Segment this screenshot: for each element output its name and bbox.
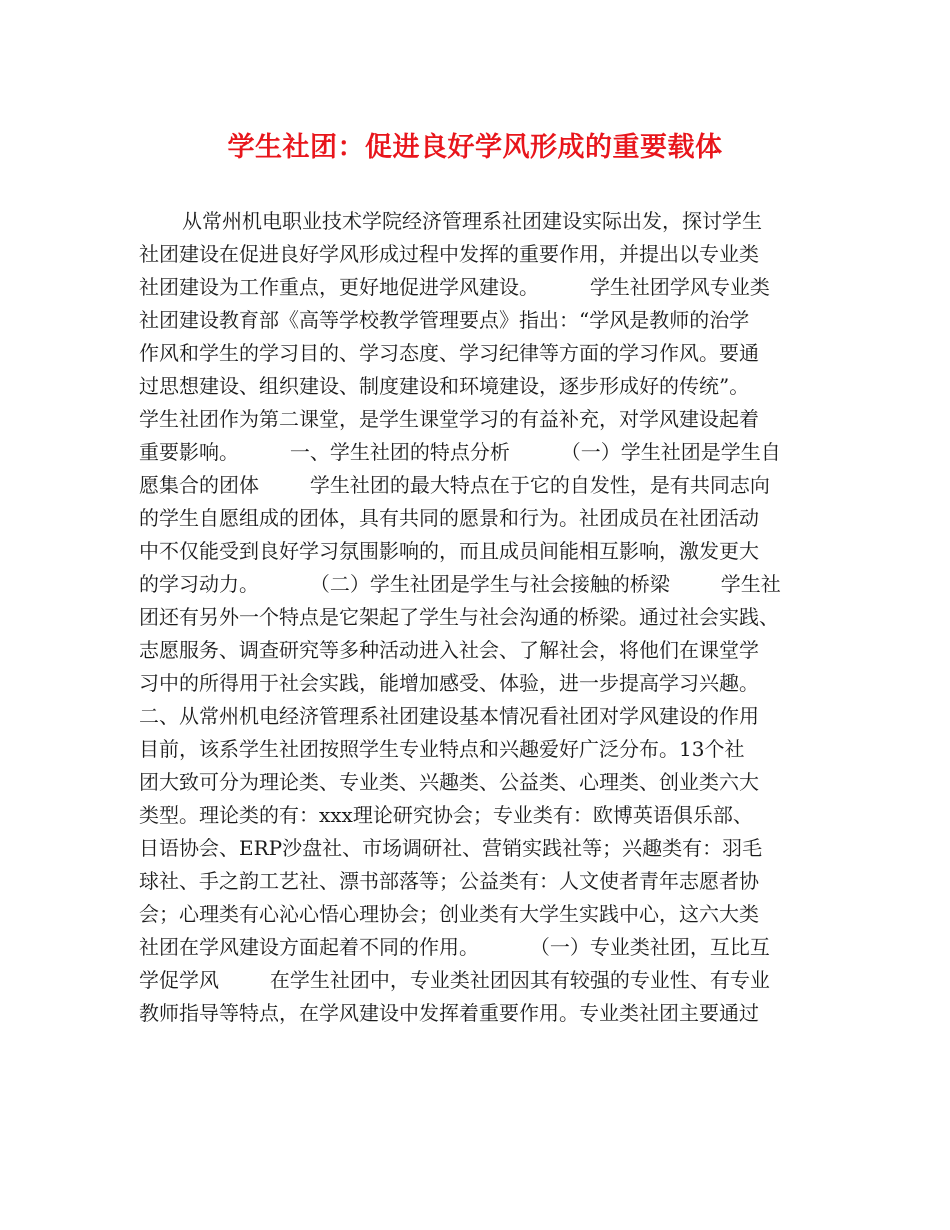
body-line: 志愿服务、调查研究等多种活动进入社会、了解社会，将他们在课堂学 — [139, 638, 759, 662]
body-line: 过思想建设、组织建设、制度建设和环境建设，逐步形成好的传统”。 — [139, 374, 750, 398]
body-line: 学生社团作为第二课堂，是学生课堂学习的有益补充，对学风建设起着 — [139, 407, 759, 431]
body-line: 学促学风 在学生社团中，专业类社团因其有较强的专业性、有专业 — [139, 968, 770, 992]
body-line: 的学习动力。 （二）学生社团是学生与社会接触的桥梁 学生社 — [139, 572, 781, 596]
body-line: 习中的所得用于社会实践，能增加感受、体验，进一步提高学习兴趣。 — [139, 671, 759, 695]
body-line: 重要影响。 一、学生社团的特点分析 （一）学生社团是学生自 — [139, 440, 781, 464]
body-line: 日语协会、ERP沙盘社、市场调研社、营销实践社等；兴趣类有：羽毛 — [139, 836, 763, 860]
body-line: 愿集合的团体 学生社团的最大特点在于它的自发性，是有共同志向 — [139, 473, 770, 497]
body-line: 社团建设教育部《高等学校教学管理要点》指出：“学风是教师的治学 — [139, 308, 750, 332]
body-line: 类型。理论类的有：xxx理论研究协会；专业类有：欧博英语俱乐部、 — [139, 803, 753, 827]
body-line: 目前，该系学生社团按照学生专业特点和兴趣爱好广泛分布。13个社 — [139, 737, 745, 761]
body-line: 球社、手之韵工艺社、漂书部落等；公益类有：人文使者青年志愿者协 — [139, 869, 759, 893]
body-line: 社团建设在促进良好学风形成过程中发挥的重要作用，并提出以专业类 — [139, 242, 759, 266]
body-line: 团还有另外一个特点是它架起了学生与社会沟通的桥梁。通过社会实践、 — [139, 605, 779, 629]
body-line: 会；心理类有心沁心悟心理协会；创业类有大学生实践中心，这六大类 — [139, 902, 759, 926]
body-line: 社团在学风建设方面起着不同的作用。 （一）专业类社团，互比互 — [139, 935, 770, 959]
body-line: 从常州机电职业技术学院经济管理系社团建设实际出发，探讨学生 — [182, 209, 762, 233]
document-body — [139, 205, 819, 1030]
body-line: 团大致可分为理论类、专业类、兴趣类、公益类、心理类、创业类六大 — [139, 770, 759, 794]
body-line: 的学生自愿组成的团体，具有共同的愿景和行为。社团成员在社团活动 — [139, 506, 759, 530]
document-title: 学生社团：促进良好学风形成的重要载体 — [227, 132, 723, 163]
body-line: 二、从常州机电经济管理系社团建设基本情况看社团对学风建设的作用 — [139, 704, 759, 728]
body-line: 社团建设为工作重点，更好地促进学风建设。 学生社团学风专业类 — [139, 275, 770, 299]
body-line: 教师指导等特点，在学风建设中发挥着重要作用。专业类社团主要通过 — [139, 1001, 759, 1025]
body-line: 作风和学生的学习目的、学习态度、学习纪律等方面的学习作风。要通 — [139, 341, 759, 365]
body-line: 中不仅能受到良好学习氛围影响的，而且成员间能相互影响，激发更大 — [139, 539, 759, 563]
